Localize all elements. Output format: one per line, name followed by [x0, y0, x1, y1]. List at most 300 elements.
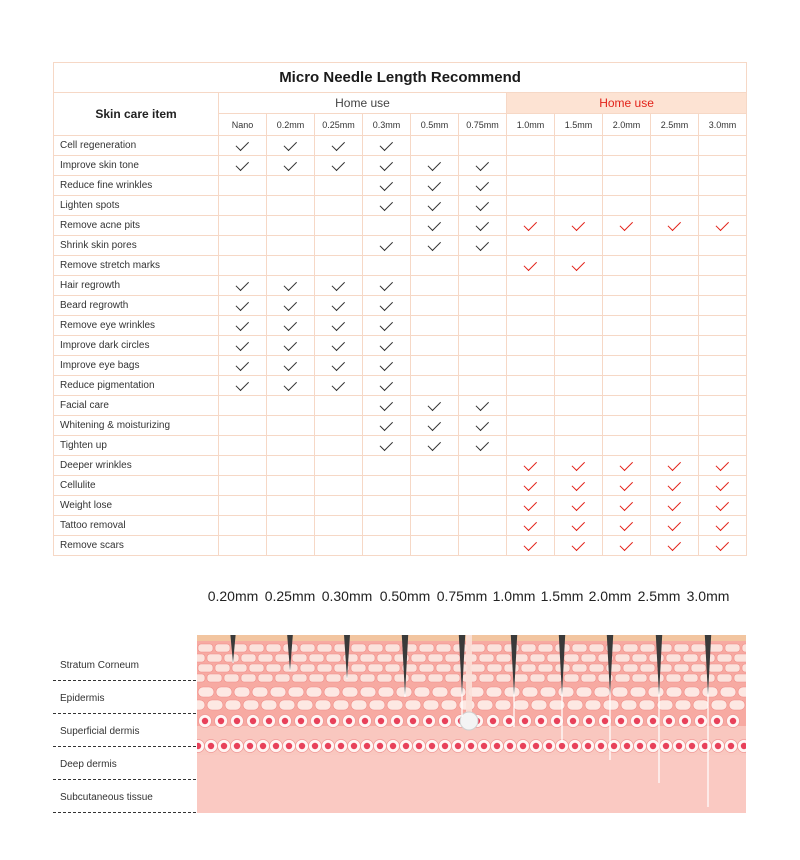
check-cell — [267, 476, 315, 496]
check-cell — [267, 136, 315, 156]
cell-nucleus — [208, 743, 214, 749]
check-cell — [699, 136, 747, 156]
cell-nucleus — [416, 743, 422, 749]
length-header: Nano — [219, 114, 267, 136]
table-row — [54, 516, 747, 536]
check-cell — [459, 536, 507, 556]
epidermis-cell — [674, 664, 689, 672]
check-cell — [699, 316, 747, 336]
epidermis-cell — [742, 664, 746, 672]
table-title: Micro Needle Length Recommend — [54, 63, 747, 93]
epidermis-cell — [270, 687, 286, 697]
cell-nucleus — [533, 743, 539, 749]
check-icon — [235, 297, 248, 310]
epidermis-cell — [540, 687, 556, 697]
epidermis-cell — [215, 644, 230, 652]
check-cell — [459, 396, 507, 416]
skin-care-item-label: Tighten up — [54, 436, 219, 456]
check-cell — [507, 396, 555, 416]
cell-nucleus — [538, 718, 544, 724]
epidermis-cell — [261, 700, 277, 710]
needle-length-label: 2.5mm — [637, 588, 681, 604]
check-cell — [315, 156, 363, 176]
cell-nucleus — [282, 718, 288, 724]
check-cell — [507, 416, 555, 436]
epidermis-cell — [368, 664, 383, 672]
skin-care-item-label: Lighten spots — [54, 196, 219, 216]
check-icon — [571, 477, 584, 490]
check-cell — [219, 376, 267, 396]
cell-nucleus — [666, 718, 672, 724]
check-cell — [459, 456, 507, 476]
epidermis-cell — [288, 687, 304, 697]
check-cell — [603, 156, 651, 176]
epidermis-cell — [530, 674, 545, 682]
epidermis-cell — [445, 674, 460, 682]
check-icon — [427, 437, 440, 450]
check-cell — [507, 376, 555, 396]
epidermis-cell — [368, 644, 383, 652]
hair-bulb — [460, 712, 478, 730]
check-cell — [603, 396, 651, 416]
skin-cross-section — [197, 635, 746, 813]
check-icon — [379, 297, 392, 310]
check-icon — [379, 417, 392, 430]
check-cell — [603, 456, 651, 476]
cell-nucleus — [394, 718, 400, 724]
epidermis-cell — [603, 700, 619, 710]
table-row — [54, 396, 747, 416]
check-icon — [379, 397, 392, 410]
length-header: 0.25mm — [315, 114, 363, 136]
epidermis-cell — [343, 654, 358, 662]
epidermis-cell — [691, 644, 706, 652]
check-cell — [315, 396, 363, 416]
check-cell — [651, 156, 699, 176]
epidermis-cell — [411, 654, 426, 662]
check-icon — [379, 377, 392, 390]
check-cell — [411, 416, 459, 436]
skin-care-item-label: Facial care — [54, 396, 219, 416]
needle-length-label: 0.30mm — [321, 588, 373, 604]
table-row — [54, 296, 747, 316]
check-cell — [459, 156, 507, 176]
epidermis-cell — [207, 674, 222, 682]
check-cell — [699, 176, 747, 196]
cell-nucleus — [730, 718, 736, 724]
epidermis-cell — [292, 674, 307, 682]
epidermis-cell — [315, 700, 331, 710]
epidermis-cell — [477, 700, 493, 710]
epidermis-cell — [615, 674, 630, 682]
cell-nucleus — [698, 718, 704, 724]
check-icon — [379, 337, 392, 350]
check-cell — [603, 296, 651, 316]
check-icon — [667, 497, 680, 510]
epidermis-cell — [615, 654, 630, 662]
check-icon — [379, 317, 392, 330]
length-header: 1.5mm — [555, 114, 603, 136]
check-cell — [555, 456, 603, 476]
epidermis-cell — [521, 644, 536, 652]
check-cell — [651, 516, 699, 536]
table-row — [54, 156, 747, 176]
check-icon — [715, 477, 728, 490]
epidermis-cell — [649, 654, 664, 662]
epidermis-cell — [470, 644, 485, 652]
cell-nucleus — [442, 743, 448, 749]
check-icon — [427, 217, 440, 230]
check-icon — [427, 237, 440, 250]
epidermis-cell — [581, 654, 596, 662]
check-icon — [475, 217, 488, 230]
epidermis-cell — [623, 644, 638, 652]
check-cell — [219, 136, 267, 156]
check-cell — [411, 316, 459, 336]
check-cell — [507, 516, 555, 536]
check-icon — [667, 477, 680, 490]
cell-nucleus — [728, 743, 734, 749]
table-row — [54, 316, 747, 336]
check-cell — [507, 276, 555, 296]
check-icon — [283, 277, 296, 290]
check-cell — [555, 416, 603, 436]
epidermis-cell — [225, 700, 241, 710]
cell-nucleus — [429, 743, 435, 749]
check-cell — [267, 236, 315, 256]
epidermis-cell — [606, 664, 621, 672]
cell-nucleus — [234, 743, 240, 749]
epidermis-cell — [249, 664, 264, 672]
skin-care-item-label: Remove eye wrinkles — [54, 316, 219, 336]
check-cell — [459, 256, 507, 276]
skin-layer-label: Epidermis — [60, 693, 105, 704]
epidermis-cell — [419, 644, 434, 652]
check-cell — [699, 536, 747, 556]
check-cell — [507, 316, 555, 336]
check-icon — [427, 417, 440, 430]
check-cell — [555, 296, 603, 316]
check-cell — [219, 216, 267, 236]
epidermis-cell — [432, 687, 448, 697]
table-row — [54, 256, 747, 276]
check-cell — [363, 216, 411, 236]
epidermis-cell — [243, 700, 259, 710]
check-icon — [619, 497, 632, 510]
check-icon — [235, 357, 248, 370]
cell-nucleus — [546, 743, 552, 749]
cell-nucleus — [346, 718, 352, 724]
check-cell — [555, 516, 603, 536]
check-cell — [267, 456, 315, 476]
epidermis-cell — [585, 700, 601, 710]
epidermis-cell — [300, 664, 315, 672]
cell-nucleus — [362, 718, 368, 724]
check-icon — [619, 217, 632, 230]
epidermis-cell — [241, 674, 256, 682]
skin-care-item-label: Cellulite — [54, 476, 219, 496]
length-header: 0.5mm — [411, 114, 459, 136]
epidermis-cell — [309, 674, 324, 682]
check-icon — [571, 517, 584, 530]
check-icon — [427, 397, 440, 410]
table-row — [54, 336, 747, 356]
check-icon — [331, 297, 344, 310]
check-cell — [315, 316, 363, 336]
check-cell — [411, 356, 459, 376]
table-row — [54, 536, 747, 556]
check-icon — [379, 197, 392, 210]
check-cell — [219, 416, 267, 436]
check-icon — [475, 397, 488, 410]
check-cell — [315, 376, 363, 396]
epidermis-cell — [351, 700, 367, 710]
epidermis-cell — [333, 700, 349, 710]
check-cell — [267, 496, 315, 516]
epidermis-cell — [445, 654, 460, 662]
check-cell — [219, 336, 267, 356]
table-row — [54, 356, 747, 376]
epidermis-cell — [538, 664, 553, 672]
check-cell — [363, 396, 411, 416]
check-cell — [603, 176, 651, 196]
check-icon — [715, 457, 728, 470]
cell-nucleus — [520, 743, 526, 749]
cell-nucleus — [247, 743, 253, 749]
check-icon — [283, 137, 296, 150]
check-cell — [219, 256, 267, 276]
check-icon — [475, 197, 488, 210]
skin-care-item-label: Cell regeneration — [54, 136, 219, 156]
skin-care-item-label: Remove scars — [54, 536, 219, 556]
check-icon — [427, 197, 440, 210]
check-cell — [699, 296, 747, 316]
check-icon — [379, 277, 392, 290]
check-cell — [315, 336, 363, 356]
check-cell — [555, 136, 603, 156]
length-header: 0.75mm — [459, 114, 507, 136]
check-cell — [507, 296, 555, 316]
epidermis-cell — [702, 687, 718, 697]
epidermis-cell — [564, 674, 579, 682]
check-cell — [699, 456, 747, 476]
skin-care-item-label: Weight lose — [54, 496, 219, 516]
cell-nucleus — [602, 718, 608, 724]
epidermis-cell — [309, 654, 324, 662]
epidermis-cell — [720, 687, 736, 697]
cell-nucleus — [202, 718, 208, 724]
table-row — [54, 476, 747, 496]
skin-layer-label: Deep dermis — [60, 759, 117, 770]
check-icon — [715, 537, 728, 550]
skin-care-item-label: Reduce pigmentation — [54, 376, 219, 396]
check-icon — [235, 137, 248, 150]
check-icon — [619, 517, 632, 530]
cell-nucleus — [689, 743, 695, 749]
length-header: 0.3mm — [363, 114, 411, 136]
check-cell — [363, 376, 411, 396]
cell-nucleus — [682, 718, 688, 724]
check-cell — [315, 496, 363, 516]
check-cell — [507, 496, 555, 516]
check-cell — [507, 476, 555, 496]
epidermis-cell — [207, 700, 223, 710]
epidermis-cell — [387, 700, 403, 710]
check-cell — [315, 216, 363, 236]
check-cell — [363, 256, 411, 276]
check-cell — [699, 376, 747, 396]
cell-nucleus — [559, 743, 565, 749]
needle-length-label: 0.75mm — [436, 588, 488, 604]
cell-nucleus — [260, 743, 266, 749]
check-cell — [411, 396, 459, 416]
needle-length-label: 0.50mm — [379, 588, 431, 604]
check-icon — [475, 177, 488, 190]
epidermis-cell — [487, 644, 502, 652]
skin-care-item-label: Tattoo removal — [54, 516, 219, 536]
check-cell — [603, 336, 651, 356]
cell-nucleus — [442, 718, 448, 724]
cell-nucleus — [286, 743, 292, 749]
check-cell — [315, 516, 363, 536]
check-cell — [651, 356, 699, 376]
check-cell — [651, 236, 699, 256]
epidermis-cell — [351, 644, 366, 652]
check-icon — [523, 517, 536, 530]
epidermis-cell — [589, 664, 604, 672]
cell-nucleus — [266, 718, 272, 724]
check-cell — [411, 516, 459, 536]
epidermis-cell — [326, 654, 341, 662]
epidermis-cell — [612, 687, 628, 697]
check-cell — [555, 356, 603, 376]
check-cell — [459, 416, 507, 436]
check-icon — [379, 237, 392, 250]
epidermis-cell — [249, 644, 264, 652]
epidermis-cell — [684, 687, 700, 697]
skin-needle-diagram — [0, 580, 800, 820]
check-cell — [267, 536, 315, 556]
check-cell — [363, 416, 411, 436]
cell-nucleus — [468, 743, 474, 749]
epidermis-cell — [717, 674, 732, 682]
cell-nucleus — [611, 743, 617, 749]
check-icon — [331, 377, 344, 390]
epidermis-cell — [479, 674, 494, 682]
check-cell — [363, 276, 411, 296]
skin-care-item-label: Hair regrowth — [54, 276, 219, 296]
epidermis-cell — [572, 644, 587, 652]
epidermis-cell — [576, 687, 592, 697]
check-cell — [219, 316, 267, 336]
epidermis-cell — [297, 700, 313, 710]
check-cell — [459, 476, 507, 496]
epidermis-cell — [567, 700, 583, 710]
cell-nucleus — [338, 743, 344, 749]
check-cell — [459, 236, 507, 256]
check-cell — [411, 236, 459, 256]
check-cell — [363, 476, 411, 496]
cell-nucleus — [570, 718, 576, 724]
check-cell — [507, 216, 555, 236]
check-cell — [603, 356, 651, 376]
check-icon — [331, 137, 344, 150]
check-cell — [411, 276, 459, 296]
cell-nucleus — [218, 718, 224, 724]
cell-nucleus — [299, 743, 305, 749]
table-row — [54, 276, 747, 296]
table-row — [54, 376, 747, 396]
cell-nucleus — [234, 718, 240, 724]
epidermis-cell — [742, 644, 746, 652]
epidermis-cell — [666, 674, 681, 682]
check-icon — [379, 137, 392, 150]
epidermis-cell — [198, 664, 213, 672]
check-cell — [555, 176, 603, 196]
check-icon — [475, 237, 488, 250]
check-cell — [459, 356, 507, 376]
check-cell — [411, 496, 459, 516]
check-cell — [363, 456, 411, 476]
check-cell — [219, 296, 267, 316]
epidermis-cell — [275, 674, 290, 682]
epidermis-cell — [639, 700, 655, 710]
check-cell — [555, 156, 603, 176]
epidermis-cell — [738, 687, 746, 697]
epidermis-cell — [621, 700, 637, 710]
epidermis-cell — [450, 687, 466, 697]
cell-nucleus — [650, 718, 656, 724]
skin-care-item-header: Skin care item — [54, 93, 219, 136]
check-cell — [411, 196, 459, 216]
check-cell — [603, 496, 651, 516]
check-cell — [459, 316, 507, 336]
epidermis-cell — [275, 654, 290, 662]
check-icon — [331, 337, 344, 350]
check-cell — [603, 436, 651, 456]
check-cell — [699, 336, 747, 356]
epidermis-cell — [197, 654, 205, 662]
epidermis-cell — [683, 674, 698, 682]
check-cell — [267, 256, 315, 276]
check-cell — [459, 516, 507, 536]
check-icon — [523, 497, 536, 510]
check-icon — [379, 357, 392, 370]
cell-nucleus — [702, 743, 708, 749]
check-cell — [267, 356, 315, 376]
cell-nucleus — [522, 718, 528, 724]
check-icon — [715, 497, 728, 510]
epidermis-cell — [640, 664, 655, 672]
check-cell — [555, 256, 603, 276]
check-cell — [507, 456, 555, 476]
skin-care-item-label: Beard regrowth — [54, 296, 219, 316]
skin-care-item-label: Improve skin tone — [54, 156, 219, 176]
epidermis-cell — [513, 700, 529, 710]
cell-nucleus — [410, 718, 416, 724]
check-cell — [315, 536, 363, 556]
cell-nucleus — [314, 718, 320, 724]
check-cell — [363, 136, 411, 156]
cell-nucleus — [650, 743, 656, 749]
epidermis-cell — [594, 687, 610, 697]
check-icon — [475, 417, 488, 430]
cell-nucleus — [351, 743, 357, 749]
check-cell — [651, 376, 699, 396]
needle-length-label: 2.0mm — [588, 588, 632, 604]
table-row — [54, 236, 747, 256]
check-cell — [315, 196, 363, 216]
